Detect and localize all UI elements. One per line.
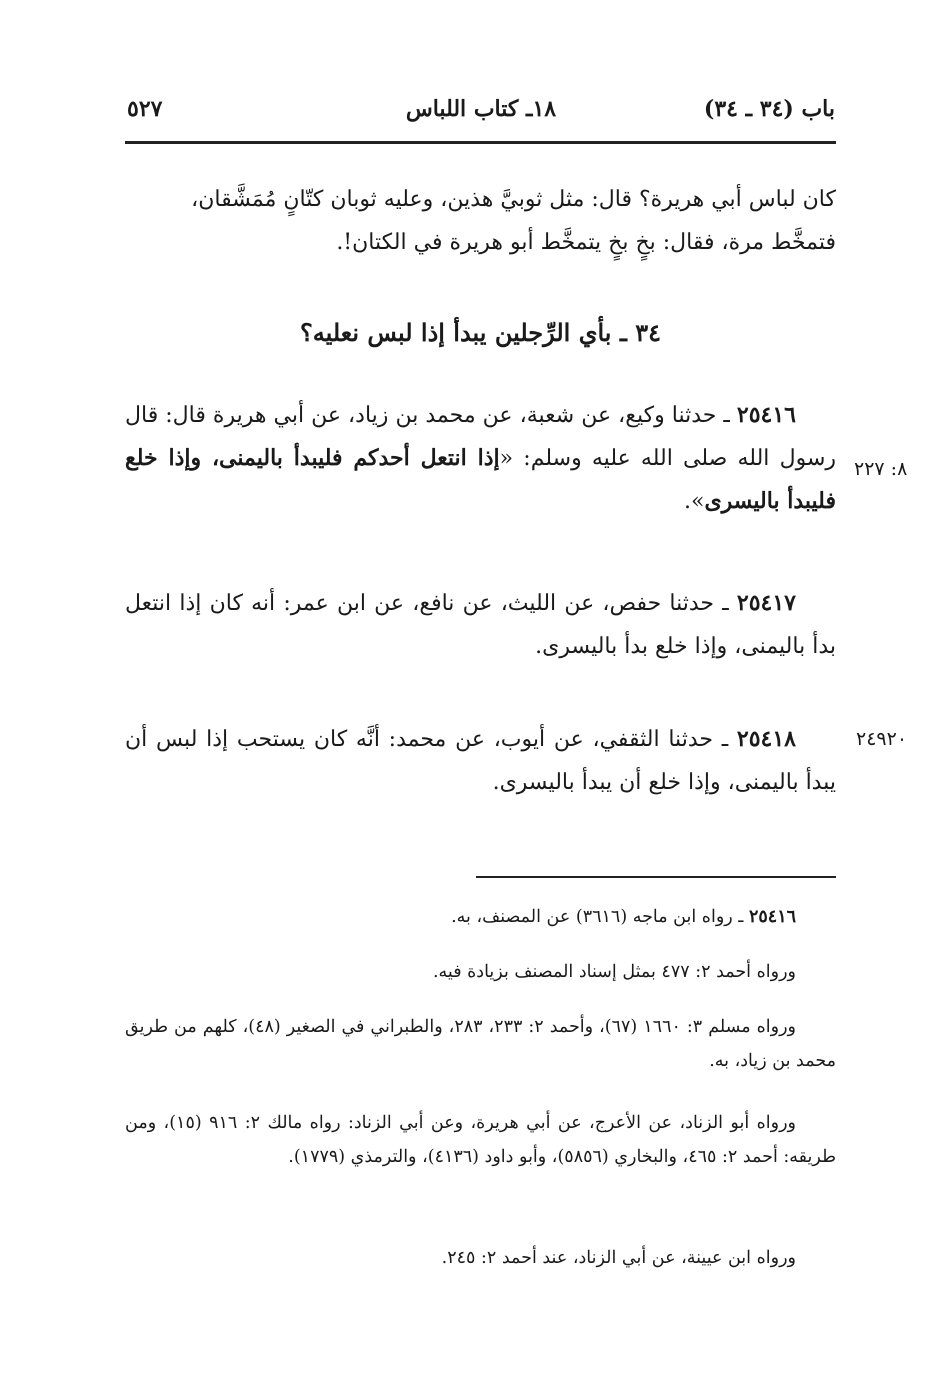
footnote-number: ٢٥٤١٦	[749, 907, 796, 927]
hadith-number: ٢٥٤١٨	[736, 726, 796, 752]
footnote-2: ورواه أحمد ٢: ٤٧٧ بمثل إسناد المصنف بزيادة فيه.	[432, 962, 796, 982]
book-title: ١٨ـ كتاب اللباس	[405, 96, 557, 122]
chapter-reference: باب (٣٤ ـ ٣٤)	[703, 96, 835, 122]
hadith-25418	[125, 718, 836, 804]
page-number: ٥٢٧	[127, 96, 163, 122]
running-header	[127, 96, 835, 132]
hadith-prophetic-text: إذا انتعل أحدكم فليبدأ باليمنى، وإذا خلع فليبدأ باليسرى	[125, 445, 836, 514]
footnote-3: ورواه مسلم ٣: ١٦٦٠ (٦٧)، وأحمد ٢: ٢٣٣، ٢٨٣، والطبراني في الصغير (٤٨)، كلهم من طريق محمد بن زياد، به.	[125, 1017, 836, 1071]
section-title: ٣٤ ـ بأي الرِّجلين يبدأ إذا لبس نعليه؟	[299, 318, 661, 347]
continued-line-1: كان لباس أبي هريرة؟ قال: مثل ثوبيَّ هذين، وعليه ثوبان كتّانٍ مُمَشَّقان،	[191, 187, 836, 212]
footnote-5: ورواه ابن عيينة، عن أبي الزناد، عند أحمد ٢: ٢٤٥.	[441, 1248, 796, 1268]
hadith-text: ـ حدثنا الثقفي، عن أيوب، عن محمد: أنَّه كان يستحب إذا لبس أن يبدأ باليمنى، وإذا خلع أن يبدأ باليسرى.	[125, 727, 836, 795]
footnote-rule	[476, 876, 836, 878]
continued-line-2: فتمخَّط مرة، فقال: بخٍ بخٍ يتمخَّط أبو هريرة في الكتان!.	[336, 230, 836, 255]
hadith-text-end: ».	[683, 489, 705, 514]
hadith-25417	[125, 582, 836, 668]
margin-reference: ٨: ٢٢٧	[854, 458, 908, 480]
hadith-25416	[125, 394, 836, 523]
continued-paragraph	[125, 178, 836, 264]
margin-reference: ٢٤٩٢٠	[856, 728, 908, 750]
hadith-number: ٢٥٤١٦	[736, 402, 796, 428]
footnote-4: ورواه أبو الزناد، عن الأعرج، عن أبي هريرة، وعن أبي الزناد: رواه مالك ٢: ٩١٦ (١٥)، ومن طريقه: أحمد ٢: ٤٦٥، والبخاري (٥٨٥٦)، وأبو داود (٤١٣٦)، والترمذي (١٧٧٩).	[125, 1113, 836, 1167]
footnote-text: ـ رواه ابن ماجه (٣٦١٦) عن المصنف، به.	[451, 907, 749, 927]
hadith-text: ـ حدثنا حفص، عن الليث، عن نافع، عن ابن عمر: أنه كان إذا انتعل بدأ باليمنى، وإذا خلع بدأ باليسرى.	[125, 591, 836, 659]
hadith-text: ـ حدثنا وكيع، عن شعبة، عن محمد بن زياد، عن أبي هريرة قال: قال رسول الله صلى الله عليه وسلم: «	[125, 403, 836, 471]
hadith-number: ٢٥٤١٧	[736, 590, 796, 616]
footnote-1	[125, 900, 836, 934]
header-rule	[125, 141, 836, 144]
